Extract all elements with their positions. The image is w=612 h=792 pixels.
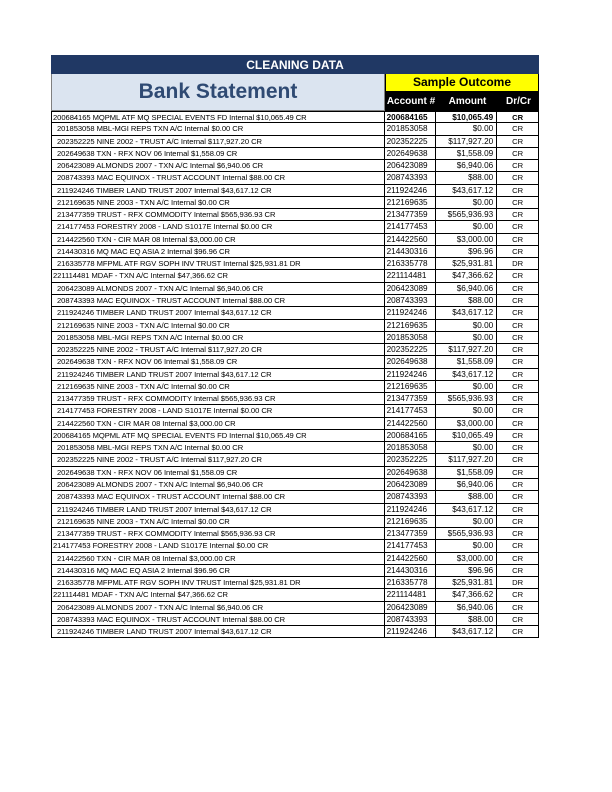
amount-cell: $10,065.49 [436,112,497,122]
amount-cell: $88.00 [436,491,497,502]
statement-description: 201853058 MBL-MGI REPS TXN A/C Internal $0.00 CR [52,442,385,453]
statement-description: 212169635 NINE 2003 - TXN A/C Internal $0.00 CR [52,320,385,331]
account-number-cell: 214422560 [385,553,437,564]
table-row [52,393,538,405]
header-block [51,74,539,111]
amount-cell: $565,936.93 [436,209,497,220]
amount-cell: $6,940.06 [436,479,497,490]
statement-description: 213477359 TRUST - RFX COMMODITY Internal $565,936.93 CR [52,209,385,220]
statement-description: 211924246 TIMBER LAND TRUST 2007 Internal $43,617.12 CR [52,307,385,318]
drcr-cell: CR [512,173,524,183]
table-row [52,516,538,528]
statement-description: 211924246 TIMBER LAND TRUST 2007 Internal $43,617.12 CR [52,185,385,196]
table-row [52,528,538,540]
account-number-cell: 201853058 [385,442,437,453]
drcr-cell: CR [512,553,524,563]
account-number-cell: 211924246 [385,307,437,318]
drcr-cell: CR [512,614,524,624]
table-row [52,344,538,356]
drcr-cell: DR [512,259,524,269]
table-row [52,270,538,282]
table-row [52,185,538,197]
table-row [52,246,538,258]
statement-description: 202649638 TXN - RFX NOV 06 Internal $1,558.09 CR [52,148,385,159]
amount-cell: $0.00 [436,332,497,343]
account-number-cell: 212169635 [385,381,437,392]
amount-cell: $0.00 [436,197,497,208]
statement-description: 208743393 MAC EQUINOX - TRUST ACCOUNT Internal $88.00 CR [52,295,385,306]
statement-description: 206423089 ALMONDS 2007 - TXN A/C Internal $6,940.06 CR [52,283,385,294]
sheet-title: CLEANING DATA [51,55,539,74]
amount-cell: $43,617.12 [436,369,497,380]
statement-description: 202649638 TXN - RFX NOV 06 Internal $1,558.09 CR [52,356,385,367]
drcr-cell: CR [512,418,524,428]
statement-description: 212169635 NINE 2003 - TXN A/C Internal $0.00 CR [52,197,385,208]
account-number-cell: 211924246 [385,185,437,196]
account-number-cell: 206423089 [385,283,437,294]
drcr-cell: CR [512,210,524,220]
table-row [52,356,538,368]
statement-description: 200684165 MQPML ATF MQ SPECIAL EVENTS FD Internal $10,065.49 CR [52,430,385,441]
drcr-cell: CR [512,504,524,514]
amount-cell: $1,558.09 [436,148,497,159]
drcr-cell: CR [512,492,524,502]
statement-description: 202352225 NINE 2002 - TRUST A/C Internal $117,927.20 CR [52,136,385,147]
table-row [52,504,538,516]
drcr-cell: CR [512,185,524,195]
account-number-cell: 201853058 [385,332,437,343]
table-row [52,565,538,577]
table-row [52,172,538,184]
statement-description: 206423089 ALMONDS 2007 - TXN A/C Internal $6,940.06 CR [52,602,385,613]
table-row [52,540,538,552]
statement-description: 208743393 MAC EQUINOX - TRUST ACCOUNT Internal $88.00 CR [52,172,385,183]
statement-description: 216335778 MFPML ATF RGV SOPH INV TRUST Internal $25,931.81 DR [52,258,385,269]
account-number-cell: 201853058 [385,123,437,134]
table-row [52,626,538,638]
drcr-cell: CR [512,479,524,489]
data-rows [51,111,539,638]
account-number-cell: 213477359 [385,209,437,220]
statement-description: 214422560 TXN - CIR MAR 08 Internal $3,000.00 CR [52,418,385,429]
sample-outcome-heading: Sample Outcome [385,74,539,92]
table-row [52,369,538,381]
table-row [52,283,538,295]
drcr-cell: CR [512,430,524,440]
table-row [52,589,538,601]
table-row [52,381,538,393]
drcr-cell: CR [512,516,524,526]
account-number-cell: 200684165 [385,112,437,122]
drcr-cell: CR [512,541,524,551]
account-number-cell: 214177453 [385,221,437,232]
table-row [52,577,538,589]
account-number-cell: 221114481 [385,589,437,600]
amount-cell: $43,617.12 [436,626,497,637]
statement-description: 214177453 FORESTRY 2008 - LAND S1017E Internal $0.00 CR [52,221,385,232]
table-row [52,442,538,454]
account-number-cell: 208743393 [385,491,437,502]
table-row [52,454,538,466]
statement-description: 206423089 ALMONDS 2007 - TXN A/C Internal $6,940.06 CR [52,479,385,490]
table-row [52,123,538,135]
drcr-cell: DR [512,578,524,588]
drcr-cell: CR [512,394,524,404]
drcr-cell: CR [512,467,524,477]
statement-description: 211924246 TIMBER LAND TRUST 2007 Internal $43,617.12 CR [52,626,385,637]
statement-description: 214177453 FORESTRY 2008 - LAND S1017E Internal $0.00 CR [52,540,385,551]
sample-outcome-block [385,74,539,111]
drcr-cell: CR [512,295,524,305]
amount-cell: $565,936.93 [436,528,497,539]
account-number-cell: 211924246 [385,504,437,515]
statement-description: 208743393 MAC EQUINOX - TRUST ACCOUNT Internal $88.00 CR [52,614,385,625]
account-number-cell: 202352225 [385,454,437,465]
cleaning-data-sheet [51,55,539,638]
account-number-cell: 202649638 [385,356,437,367]
amount-cell: $43,617.12 [436,185,497,196]
amount-cell: $0.00 [436,540,497,551]
amount-cell: $47,366.62 [436,589,497,600]
amount-cell: $0.00 [436,123,497,134]
table-row [52,430,538,442]
table-row [52,258,538,270]
account-number-cell: 216335778 [385,577,437,588]
amount-cell: $10,065.49 [436,430,497,441]
drcr-cell: CR [512,381,524,391]
statement-description: 200684165 MQPML ATF MQ SPECIAL EVENTS FD Internal $10,065.49 CR [52,112,385,122]
account-number-cell: 206423089 [385,602,437,613]
statement-description: 211924246 TIMBER LAND TRUST 2007 Internal $43,617.12 CR [52,504,385,515]
drcr-cell: CR [512,246,524,256]
drcr-cell: CR [512,602,524,612]
amount-cell: $0.00 [436,320,497,331]
account-column-header: Account # [386,96,436,107]
drcr-cell: CR [512,113,524,122]
drcr-cell: CR [512,590,524,600]
drcr-cell: CR [512,124,524,134]
drcr-cell: CR [512,627,524,637]
statement-description: 214422560 TXN - CIR MAR 08 Internal $3,000.00 CR [52,553,385,564]
account-number-cell: 211924246 [385,626,437,637]
column-headers [385,92,539,111]
amount-cell: $88.00 [436,295,497,306]
amount-column-header: Amount [448,96,487,107]
drcr-cell: CR [512,161,524,171]
drcr-cell: CR [512,308,524,318]
drcr-cell: CR [512,443,524,453]
account-number-cell: 212169635 [385,197,437,208]
statement-description: 202352225 NINE 2002 - TRUST A/C Internal $117,927.20 CR [52,344,385,355]
table-row [52,602,538,614]
account-number-cell: 214177453 [385,540,437,551]
statement-description: 202649638 TXN - RFX NOV 06 Internal $1,558.09 CR [52,467,385,478]
table-row [52,491,538,503]
account-number-cell: 214430316 [385,565,437,576]
amount-cell: $43,617.12 [436,504,497,515]
account-number-cell: 214430316 [385,246,437,257]
amount-cell: $3,000.00 [436,234,497,245]
table-row [52,160,538,172]
table-row [52,467,538,479]
amount-cell: $43,617.12 [436,307,497,318]
statement-description: 216335778 MFPML ATF RGV SOPH INV TRUST Internal $25,931.81 DR [52,577,385,588]
drcr-cell: CR [512,222,524,232]
statement-description: 214430316 MQ MAC EQ ASIA 2 Internal $96.96 CR [52,565,385,576]
account-number-cell: 216335778 [385,258,437,269]
table-row [52,332,538,344]
statement-description: 213477359 TRUST - RFX COMMODITY Internal $565,936.93 CR [52,393,385,404]
drcr-cell: CR [512,406,524,416]
drcr-cell: CR [512,345,524,355]
table-row [52,148,538,160]
statement-description: 206423089 ALMONDS 2007 - TXN A/C Internal $6,940.06 CR [52,160,385,171]
drcr-cell: CR [512,283,524,293]
amount-cell: $25,931.81 [436,577,497,588]
statement-description: 202352225 NINE 2002 - TRUST A/C Internal $117,927.20 CR [52,454,385,465]
table-row [52,307,538,319]
drcr-cell: CR [512,234,524,244]
table-row [52,136,538,148]
account-number-cell: 202649638 [385,148,437,159]
table-row [52,209,538,221]
drcr-cell: CR [512,271,524,281]
account-number-cell: 208743393 [385,295,437,306]
table-row [52,614,538,626]
amount-cell: $47,366.62 [436,270,497,281]
table-row [52,405,538,417]
table-row [52,221,538,233]
account-number-cell: 208743393 [385,172,437,183]
statement-description: 221114481 MDAF - TXN A/C Internal $47,366.62 CR [52,270,385,281]
amount-cell: $117,927.20 [436,454,497,465]
account-number-cell: 213477359 [385,393,437,404]
statement-description: 214422560 TXN - CIR MAR 08 Internal $3,000.00 CR [52,234,385,245]
account-number-cell: 214177453 [385,405,437,416]
amount-cell: $1,558.09 [436,467,497,478]
statement-description: 201853058 MBL-MGI REPS TXN A/C Internal $0.00 CR [52,123,385,134]
amount-cell: $565,936.93 [436,393,497,404]
account-number-cell: 212169635 [385,516,437,527]
account-number-cell: 211924246 [385,369,437,380]
statement-description: 212169635 NINE 2003 - TXN A/C Internal $0.00 CR [52,381,385,392]
table-row [52,418,538,430]
statement-description: 212169635 NINE 2003 - TXN A/C Internal $0.00 CR [52,516,385,527]
amount-cell: $96.96 [436,246,497,257]
account-number-cell: 200684165 [385,430,437,441]
drcr-cell: CR [512,455,524,465]
table-row [52,479,538,491]
statement-description: 211924246 TIMBER LAND TRUST 2007 Internal $43,617.12 CR [52,369,385,380]
amount-cell: $0.00 [436,405,497,416]
table-row [52,111,538,123]
amount-cell: $3,000.00 [436,553,497,564]
table-row [52,295,538,307]
amount-cell: $88.00 [436,614,497,625]
account-number-cell: 212169635 [385,320,437,331]
account-number-cell: 214422560 [385,418,437,429]
amount-cell: $0.00 [436,221,497,232]
amount-cell: $25,931.81 [436,258,497,269]
drcr-cell: CR [512,320,524,330]
drcr-cell: CR [512,565,524,575]
statement-description: 201853058 MBL-MGI REPS TXN A/C Internal $0.00 CR [52,332,385,343]
account-number-cell: 208743393 [385,614,437,625]
amount-cell: $6,940.06 [436,602,497,613]
drcr-cell: CR [512,136,524,146]
amount-cell: $117,927.20 [436,136,497,147]
account-number-cell: 213477359 [385,528,437,539]
drcr-cell: CR [512,332,524,342]
amount-cell: $0.00 [436,442,497,453]
bank-statement-heading: Bank Statement [51,74,385,111]
account-number-cell: 202649638 [385,467,437,478]
account-number-cell: 202352225 [385,344,437,355]
amount-cell: $1,558.09 [436,356,497,367]
drcr-cell: CR [512,369,524,379]
account-number-cell: 221114481 [385,270,437,281]
table-row [52,553,538,565]
statement-description: 213477359 TRUST - RFX COMMODITY Internal $565,936.93 CR [52,528,385,539]
amount-cell: $0.00 [436,381,497,392]
account-number-cell: 206423089 [385,479,437,490]
account-number-cell: 206423089 [385,160,437,171]
statement-description: 214430316 MQ MAC EQ ASIA 2 Internal $96.96 CR [52,246,385,257]
account-number-cell: 202352225 [385,136,437,147]
table-row [52,320,538,332]
statement-description: 221114481 MDAF - TXN A/C Internal $47,366.62 CR [52,589,385,600]
table-row [52,234,538,246]
drcr-cell: CR [512,197,524,207]
amount-cell: $0.00 [436,516,497,527]
statement-description: 214177453 FORESTRY 2008 - LAND S1017E Internal $0.00 CR [52,405,385,416]
table-row [52,197,538,209]
account-number-cell: 214422560 [385,234,437,245]
amount-cell: $88.00 [436,172,497,183]
amount-cell: $117,927.20 [436,344,497,355]
statement-description: 208743393 MAC EQUINOX - TRUST ACCOUNT Internal $88.00 CR [52,491,385,502]
drcr-cell: CR [512,357,524,367]
amount-cell: $3,000.00 [436,418,497,429]
amount-cell: $6,940.06 [436,160,497,171]
drcr-cell: CR [512,529,524,539]
drcr-column-header: Dr/Cr [505,96,531,107]
amount-cell: $96.96 [436,565,497,576]
amount-cell: $6,940.06 [436,283,497,294]
drcr-cell: CR [512,148,524,158]
